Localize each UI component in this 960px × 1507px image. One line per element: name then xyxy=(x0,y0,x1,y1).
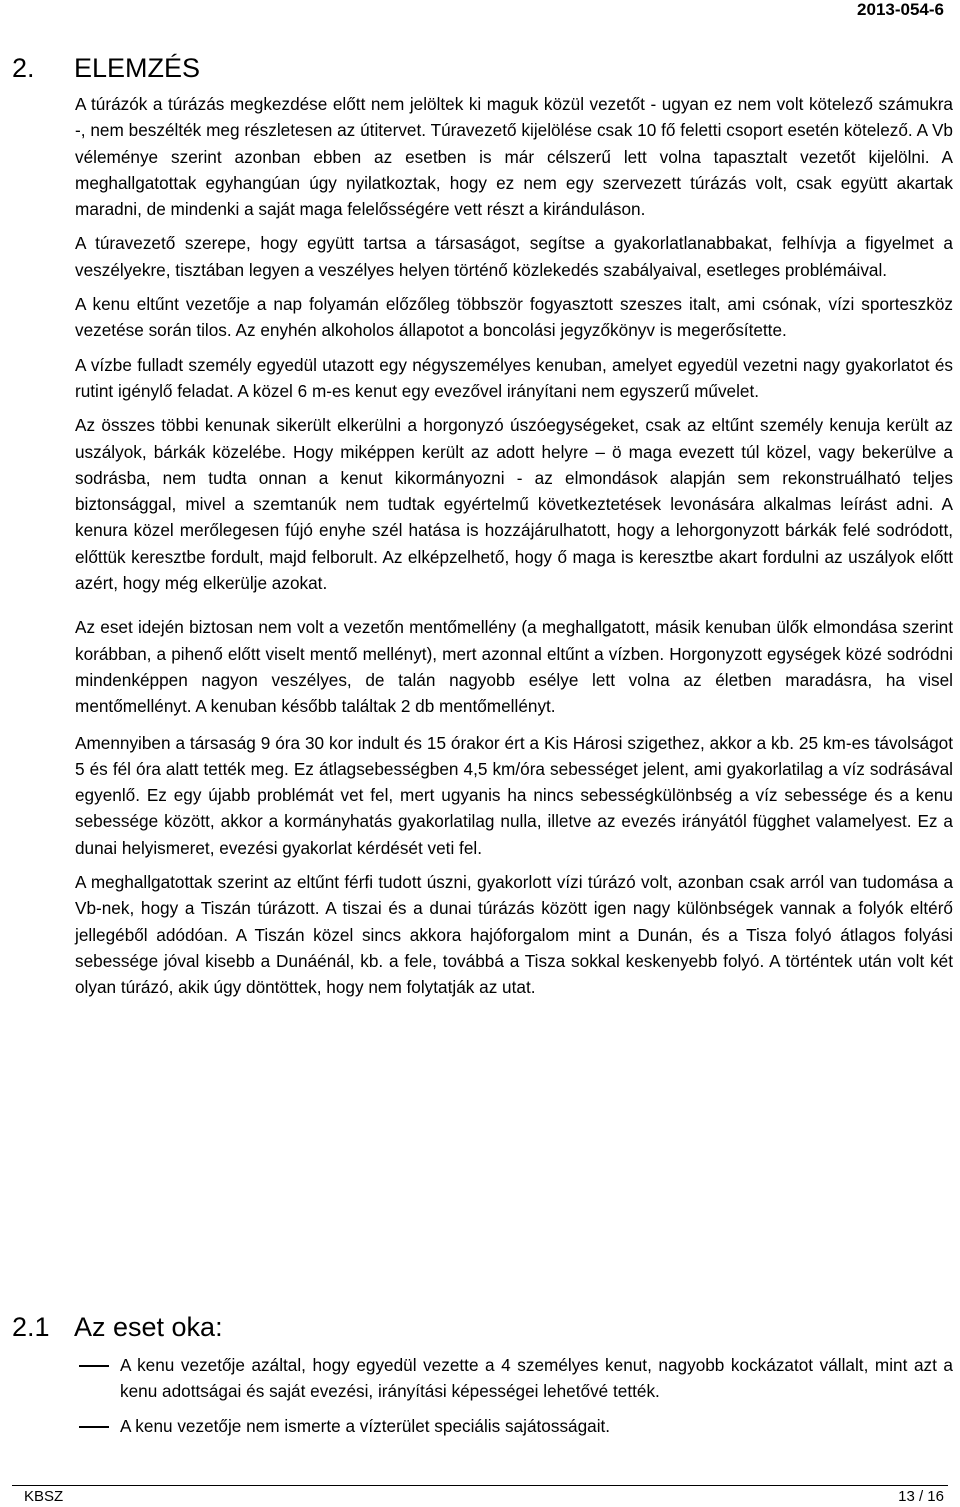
subsection-number: 2.1 xyxy=(12,1312,50,1342)
paragraph: A meghallgatottak szerint az eltűnt férfi tudott úszni, gyakorlott vízi túrázó volt, azonban csak arról van tudomása a Vb-nek, hogy a Tiszán túrázott. A tiszai és a dunai túrázás között igen nagy különbségek vannak a folyók eltérő jellegéből adódóan. A Tiszán közel sincs akkora hajóforgalom mint a Dunán, és a Tisza folyó átlagos folyási sebessége jóval kisebb a Dunáénál, kb. a fele, továbbá a Tisza sokkal keskenyebb folyó. A történtek után volt két olyan túrázó, akik úgy döntöttek, hogy nem folytatják az utat. xyxy=(75,872,953,998)
list-item-text: A kenu vezetője nem ismerte a vízterület speciális sajátosságait. xyxy=(120,1415,611,1436)
paragraph: A túravezető szerepe, hogy együtt tartsa a társaságot, segítse a gyakorlatlanabbakat, felhívja a figyelmet a veszélyekre, tisztában legyen a veszélyes helyen történő közlekedés szabályaival, esetleges problémáival. xyxy=(75,233,953,280)
paragraph: Az eset idején biztosan nem volt a vezetőn mentőmellény (a meghallgatott, másik kenuban ülők elmondása szerint korábban, a pihenő előtt viselt mentő mellényt), mert azonnal eltűnt a vízben. Horgonyzott egységek közé sodródni mindenképpen nagyon veszélyes, de talán nagyobb esélye lett volna az életben maradásra, ha visel mentőmellényt. A kenuban később találtak 2 db mentőmellényt. xyxy=(75,617,953,717)
dash-bullet-icon xyxy=(79,1365,109,1367)
footer-organization: KBSZ xyxy=(24,1488,64,1505)
subsection-title: Az eset oka: xyxy=(74,1312,223,1342)
paragraph: Amennyiben a társaság 9 óra 30 kor indult és 15 órakor ért a Kis Hárosi szigethez, akkor a kb. 25 km-es távolságot 5 és fél óra alatt tették meg. Ez átlagsebességben 4,5 km/óra sebességet jelent, ami gyakorlatilag a víz sodrásával egyenlő. Ez egy újabb problémát vet fel, mert ugyanis ha nincs sebességkülönbség a víz sebessége és a kenu sebessége között, akkor a kormányhatás gyakorlatilag nulla, illetve az evezés irányától függhet valamelyest. Ez a dunai helyismeret, evezési gyakorlat kérdését veti fel. xyxy=(75,732,953,858)
paragraph: A vízbe fulladt személy egyedül utazott egy négyszemélyes kenuban, amelyet egyedül vezetni nagy gyakorlatot és rutint igénylő feladat. A közel 6 m-es kenut egy evezővel irányítani nem egyszerű művelet. xyxy=(75,354,953,401)
section-title: ELEMZÉS xyxy=(74,53,201,83)
list-item-text: A kenu vezetője azáltal, hogy egyedül vezette a 4 személyes kenut, nagyobb kockázatot vállalt, mint azt a kenu adottságai és saját evezési, irányítási képességei lehetővé tették. xyxy=(120,1355,953,1402)
paragraph: A kenu eltűnt vezetője a nap folyamán előzőleg többször fogyasztott szeszes italt, ami csónak, vízi sporteszköz vezetése során tilos. Az enyhén alkoholos állapotot a boncolási jegyzőkönyv is megerősítette. xyxy=(75,294,953,341)
footer-divider xyxy=(12,1485,948,1486)
paragraph: A túrázók a túrázás megkezdése előtt nem jelöltek ki maguk közül vezetőt - ugyan ez nem volt kötelező számukra -, nem beszélték meg részletesen az útitervet. Túravezető kijelölése csak 10 fő feletti csoport esetén kötelező. A Vb véleménye szerint azonban ebben az esetben is már célszerű lett volna tapasztalt vezetőt kijelölni. A meghallgatottak egyhangúan úgy nyilatkoztak, hogy ez nem egy szervezett túrázás volt, csak együtt akartak maradni, de mindenki a saját maga felelősségére vett részt a kiránduláson. xyxy=(75,94,953,220)
paragraph: Az összes többi kenunak sikerült elkerülni a horgonyzó úszóegységeket, csak az eltűnt személy kenuja került az uszályok, bárkák közelébe. Hogy miképpen került az adott helyre – ö maga evezett túl közel, vagy bekerülve a sodrásba, nem tudta onnan a kenut kikormányozni - az elmondások alapján sem rekonstruálható teljes biztonsággal, mivel a szemtanúk nem tudtak egyértelmű következtetések levonására alkalmas leírást adni. A kenura közel merőlegesen fújó enyhe szél hatása is hozzájárulhatott, hogy a lehorgonyzott bárkák felé sodródott, előttük keresztbe fordult, majd felborult. Az elképzelhető, hogy ő maga is keresztbe akart fordulni az uszályok előtt azért, hogy még elkerülje azokat. xyxy=(75,415,953,594)
document-id: 2013-054-6 xyxy=(857,0,944,19)
list-item xyxy=(75,1413,953,1439)
list-item xyxy=(75,1352,953,1405)
section-number: 2. xyxy=(12,53,35,83)
section-heading xyxy=(12,51,200,85)
dash-bullet-icon xyxy=(79,1426,109,1428)
section-body xyxy=(75,91,953,1009)
causes-list xyxy=(75,1352,953,1447)
subsection-heading xyxy=(12,1310,223,1344)
page-number: 13 / 16 xyxy=(898,1488,944,1505)
